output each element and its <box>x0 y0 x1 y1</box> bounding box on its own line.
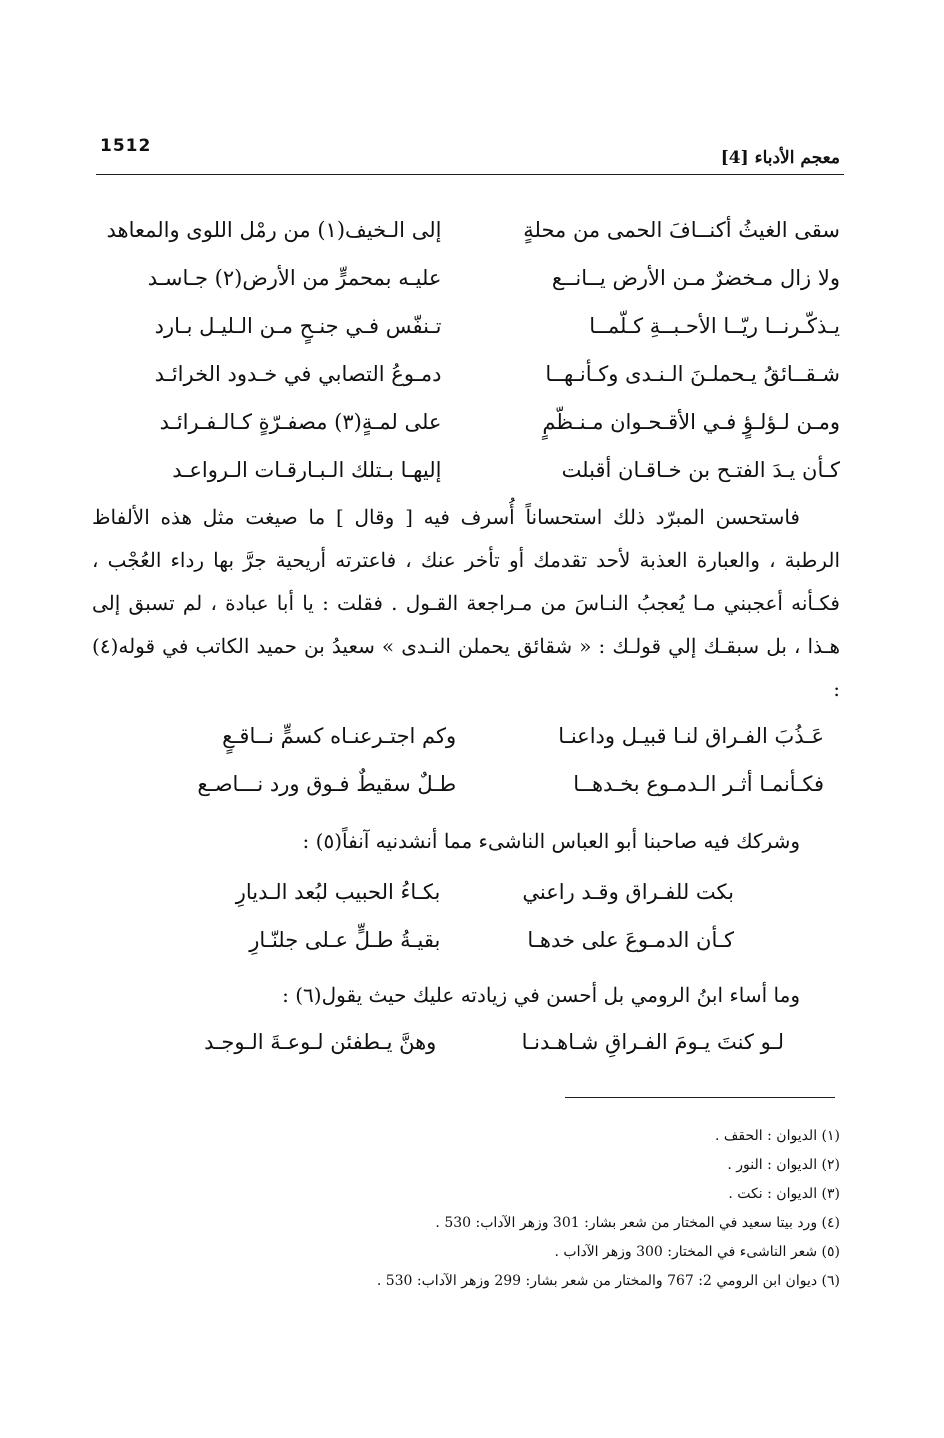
page-number: 1512 <box>100 136 152 156</box>
poem-stanza-1 <box>88 206 840 494</box>
poem-stanza-2 <box>130 712 824 808</box>
verse-second-hemistich: على لمـةٍ(٣) مصفـرّةٍ كـالـفـرائـد <box>159 410 442 434</box>
verse-line <box>88 446 840 494</box>
poem-stanza-3 <box>180 868 734 964</box>
verse-first-hemistich: بكت للفـراق وقـد راعني <box>522 880 734 904</box>
verse-second-hemistich: تـنفّس فـي جنـحٍ مـن الـليـل بـارد <box>154 314 442 338</box>
footnote: (٥) شعر الناشىء في المختار: 300 وزهر الآداب . <box>554 1244 840 1260</box>
verse-line <box>128 1018 784 1066</box>
verse-line <box>88 254 840 302</box>
verse-line <box>180 868 734 916</box>
prose-paragraph-2 <box>92 820 840 863</box>
verse-first-hemistich: عَـذُبَ الفـراق لنـا قبيـل وداعنـا <box>558 724 824 748</box>
verse-line <box>88 302 840 350</box>
paragraph-text: فاستحسن المبرّد ذلك استحساناً أُسرف فيه [ وقال ] ما صيغت مثل هذه الألفاظ الرطبة ، والعبارة العذبة لأحد تقدمك أو تأخر عنك ، فاعترته أريحية جرَّ بها رداء العُجْب ، فكـأنه أعجبني مـا يُعجبُ النـاسَ من مـراجعة القـول . فقلت : يا أبا عبادة ، لم تسبق إلى هـذا ، بل سبقـك إلي قولـك : « شقائق يحملن النـدى » سعيدُ بن حميد الكاتب في قوله(٤) : <box>92 505 840 701</box>
verse-second-hemistich: بقيـةُ طـلٍّ عـلى جلنّـارِ <box>249 928 441 952</box>
verse-first-hemistich: شـقــائقُ يـحملـنَ الـنـدى وكـأنـهــا <box>545 362 840 386</box>
verse-second-hemistich: عليـه بمحمرٍّ من الأرض(٢) جـاسـد <box>147 266 442 290</box>
footnote: (٣) الديوان : نكت . <box>728 1186 840 1202</box>
verse-first-hemistich: كـأن يـدَ الفتـح بن خـاقـان أقبلت <box>561 458 840 482</box>
poem-stanza-4 <box>128 1018 784 1066</box>
verse-second-hemistich: دمـوعُ التصابي في خـدود الخرائـد <box>154 362 442 386</box>
footnote-rule <box>565 1097 835 1098</box>
verse-second-hemistich: إليهـا بـتلك الـبـارقـات الـرواعـد <box>172 458 442 482</box>
paragraph-text: وما أساء ابنُ الرومي بل أحسن في زيادته عليك حيث يقول(٦) : <box>282 983 800 1007</box>
footnotes <box>200 1122 840 1296</box>
verse-first-hemistich: كـأن الدمـوعَ على خدهـا <box>527 928 734 952</box>
footnote: (٤) ورد بيتا سعيد في المختار من شعر بشار: 301 وزهر الآداب: 530 . <box>435 1215 840 1231</box>
verse-first-hemistich: لـو كنتَ يـومَ الفـراقِ شـاهـدنـا <box>521 1030 784 1054</box>
verse-line <box>130 712 824 760</box>
running-header-title: معجم الأدباء [4] <box>720 148 840 168</box>
verse-second-hemistich: وهنَّ يـطفئن لـوعـةَ الـوجـد <box>204 1030 437 1054</box>
prose-paragraph-3 <box>92 974 840 1017</box>
verse-line <box>88 206 840 254</box>
footnote: (١) الديوان : الحقف . <box>715 1128 840 1144</box>
header-rule <box>96 174 844 175</box>
footnote: (٦) ديوان ابن الرومي 2: 767 والمختار من شعر بشار: 299 وزهر الآداب: 530 . <box>376 1273 840 1289</box>
verse-line <box>130 760 824 808</box>
footnote: (٢) الديوان : النور . <box>727 1157 840 1173</box>
verse-first-hemistich: فكـأنمـا أثـر الـدمـوع بخـدهــا <box>573 772 824 796</box>
verse-first-hemistich: يـذكّـرنــا ريّــا الأحـبــةِ كـلّمــا <box>589 314 840 338</box>
prose-paragraph-1 <box>92 496 840 711</box>
verse-first-hemistich: ولا زال مـخضرٌ مـن الأرض يــانــع <box>551 266 840 290</box>
verse-line <box>88 398 840 446</box>
verse-second-hemistich: بكـاءُ الحبيب لبُعد الـديارِ <box>235 880 441 904</box>
verse-line <box>180 916 734 964</box>
verse-second-hemistich: إلى الـخيف(١) من رمْل اللوى والمعاهد <box>106 218 442 242</box>
verse-second-hemistich: وكم اجتـرعنـاه كسمٍّ نــاقـعٍ <box>222 724 457 748</box>
verse-first-hemistich: ومـن لـؤلـؤٍ فـي الأقـحـوان مـنـظّمٍ <box>542 410 840 434</box>
paragraph-text: وشركك فيه صاحبنا أبو العباس الناشىء مما أنشدنيه آنفاً(٥) : <box>302 829 800 853</box>
verse-second-hemistich: طـلٌ سقيطٌ فـوق ورد نـــاصـع <box>197 772 457 796</box>
verse-first-hemistich: سقى الغيثُ أكنــافَ الحمى من محلةٍ <box>523 218 840 242</box>
verse-line <box>88 350 840 398</box>
